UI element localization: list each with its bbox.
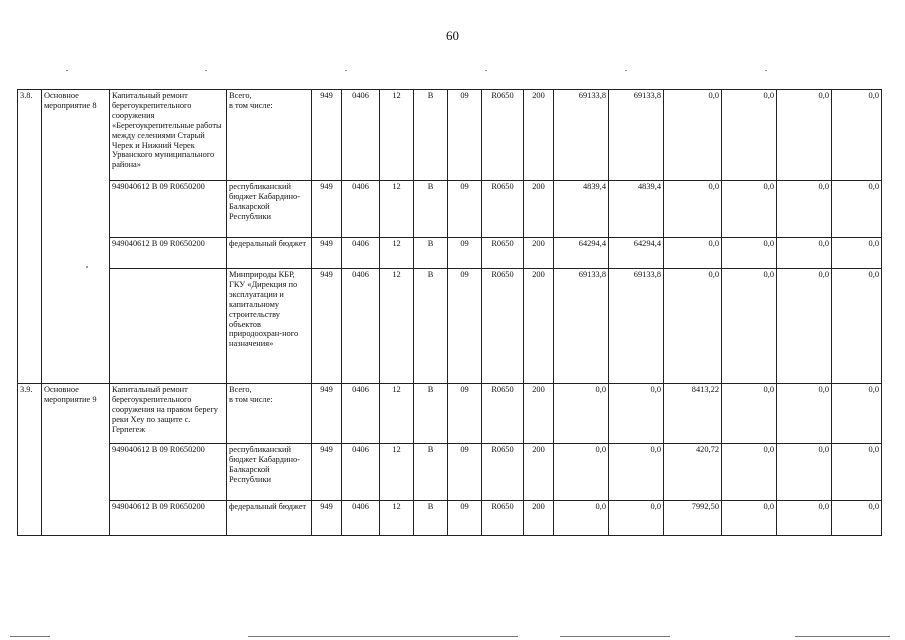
expense-type-code: 200: [524, 501, 554, 536]
direction-code: R0650: [482, 90, 524, 181]
funding-source: Всего, в том числе:: [227, 384, 312, 444]
expense-type-code: 200: [524, 269, 554, 384]
scan-mark: [765, 70, 767, 71]
amount-value: 0,0: [722, 269, 777, 384]
measure-code: 09: [448, 444, 482, 501]
subprogram-code: В: [414, 501, 448, 536]
amount-value: 64294,4: [554, 238, 609, 269]
grbs-code: 949: [312, 384, 342, 444]
rzpr-code: 0406: [342, 90, 380, 181]
amount-value: 0,0: [777, 269, 832, 384]
rzpr-code: 0406: [342, 501, 380, 536]
amount-value: 0,0: [609, 501, 664, 536]
measure-code: 09: [448, 501, 482, 536]
measure-code: 09: [448, 181, 482, 238]
expense-type-code: 200: [524, 384, 554, 444]
scan-mark: [66, 70, 68, 71]
direction-code: R0650: [482, 269, 524, 384]
row-number: 3.9.: [18, 384, 42, 536]
amount-value: 0,0: [554, 444, 609, 501]
rzpr-code: 0406: [342, 269, 380, 384]
amount-value: 0,0: [722, 238, 777, 269]
scan-edge-line: [248, 636, 518, 637]
program-code: 12: [380, 90, 414, 181]
funding-source: республиканский бюджет Кабардино-Балкарской Республики: [227, 444, 312, 501]
subprogram-code: В: [414, 269, 448, 384]
amount-value: 0,0: [722, 501, 777, 536]
budget-code: 949040612 В 09 R0650200: [110, 181, 227, 238]
amount-value: 0,0: [777, 444, 832, 501]
amount-value: 0,0: [777, 384, 832, 444]
program-code: 12: [380, 238, 414, 269]
scan-mark: [345, 70, 347, 71]
table-row: [18, 181, 882, 238]
amount-value: 0,0: [832, 238, 882, 269]
amount-value: 0,0: [722, 181, 777, 238]
direction-code: R0650: [482, 501, 524, 536]
amount-value: 0,0: [664, 90, 722, 181]
expense-type-code: 200: [524, 90, 554, 181]
measure-code: 09: [448, 269, 482, 384]
amount-value: 4839,4: [554, 181, 609, 238]
subprogram-code: В: [414, 238, 448, 269]
amount-value: 0,0: [777, 501, 832, 536]
amount-value: 0,0: [832, 90, 882, 181]
funding-source: республиканский бюджет Кабардино-Балкарской Республики: [227, 181, 312, 238]
scan-edge-line: [795, 636, 890, 637]
amount-value: 0,0: [722, 384, 777, 444]
program-code: 12: [380, 269, 414, 384]
measure-code: 09: [448, 238, 482, 269]
subprogram-code: В: [414, 444, 448, 501]
amount-value: 0,0: [832, 444, 882, 501]
expense-type-code: 200: [524, 444, 554, 501]
amount-value: 0,0: [609, 384, 664, 444]
amount-value: 8413,22: [664, 384, 722, 444]
amount-value: 69133,8: [609, 90, 664, 181]
project-name: Капитальный ремонт берегоукрепительного сооружения «Берегоукрепительные работы между селениями Старый Черек и Нижний Черек Урванского муниципального района»: [110, 90, 227, 181]
table-row: [18, 269, 882, 384]
rzpr-code: 0406: [342, 181, 380, 238]
table-row: [18, 238, 882, 269]
table-row: [18, 384, 882, 444]
program-code: 12: [380, 501, 414, 536]
scan-edge-line: [560, 636, 670, 637]
amount-value: 0,0: [777, 238, 832, 269]
page-number: 60: [446, 28, 459, 43]
table-row: [18, 501, 882, 536]
rzpr-code: 0406: [342, 444, 380, 501]
amount-value: 7992,50: [664, 501, 722, 536]
program-code: 12: [380, 181, 414, 238]
direction-code: R0650: [482, 181, 524, 238]
funding-source: федеральный бюджет: [227, 501, 312, 536]
measure-label: Основное мероприятие 9: [42, 384, 110, 536]
amount-value: 4839,4: [609, 181, 664, 238]
grbs-code: 949: [312, 269, 342, 384]
amount-value: 0,0: [832, 501, 882, 536]
subprogram-code: В: [414, 384, 448, 444]
amount-value: 0,0: [832, 269, 882, 384]
subprogram-code: В: [414, 90, 448, 181]
amount-value: 0,0: [664, 269, 722, 384]
direction-code: R0650: [482, 238, 524, 269]
funding-source: федеральный бюджет: [227, 238, 312, 269]
amount-value: 0,0: [554, 384, 609, 444]
grbs-code: 949: [312, 501, 342, 536]
amount-value: 0,0: [664, 238, 722, 269]
grbs-code: 949: [312, 181, 342, 238]
grbs-code: 949: [312, 444, 342, 501]
amount-value: 0,0: [554, 501, 609, 536]
amount-value: 0,0: [777, 90, 832, 181]
amount-value: 0,0: [832, 181, 882, 238]
project-name: Капитальный ремонт берегоукрепительного сооружения на правом берегу реки Хеу по защите с. Герпегеж: [110, 384, 227, 444]
amount-value: 0,0: [722, 90, 777, 181]
responsible-executor: Минприроды КБР, ГКУ «Дирекция по эксплуатации и капитальному строительству объектов природоохран-ного назначения»: [227, 269, 312, 384]
program-code: 12: [380, 444, 414, 501]
amount-value: 0,0: [832, 384, 882, 444]
budget-code: 949040612 В 09 R0650200: [110, 501, 227, 536]
measure-code: 09: [448, 90, 482, 181]
amount-value: 0,0: [609, 444, 664, 501]
direction-code: R0650: [482, 384, 524, 444]
amount-value: 64294,4: [609, 238, 664, 269]
rzpr-code: 0406: [342, 238, 380, 269]
scan-edge-line: [10, 636, 50, 637]
expense-type-code: 200: [524, 238, 554, 269]
amount-value: 420,72: [664, 444, 722, 501]
amount-value: 0,0: [664, 181, 722, 238]
amount-value: 69133,8: [554, 90, 609, 181]
row-number: 3.8.: [18, 90, 42, 384]
grbs-code: 949: [312, 238, 342, 269]
table-row: [18, 90, 882, 181]
rzpr-code: 0406: [342, 384, 380, 444]
budget-code: 949040612 В 09 R0650200: [110, 444, 227, 501]
budget-code: 949040612 В 09 R0650200: [110, 238, 227, 269]
budget-table: [17, 89, 882, 536]
project-name: [110, 269, 227, 384]
amount-value: 0,0: [777, 181, 832, 238]
expense-type-code: 200: [524, 181, 554, 238]
scan-mark: [485, 70, 487, 71]
measure-code: 09: [448, 384, 482, 444]
amount-value: 69133,8: [609, 269, 664, 384]
grbs-code: 949: [312, 90, 342, 181]
scan-mark: [625, 70, 627, 71]
table-row: [18, 444, 882, 501]
scan-mark: [205, 70, 207, 71]
amount-value: 69133,8: [554, 269, 609, 384]
funding-source: Всего, в том числе:: [227, 90, 312, 181]
direction-code: R0650: [482, 444, 524, 501]
program-code: 12: [380, 384, 414, 444]
measure-label: Основное мероприятие 8: [42, 90, 110, 384]
amount-value: 0,0: [722, 444, 777, 501]
subprogram-code: В: [414, 181, 448, 238]
